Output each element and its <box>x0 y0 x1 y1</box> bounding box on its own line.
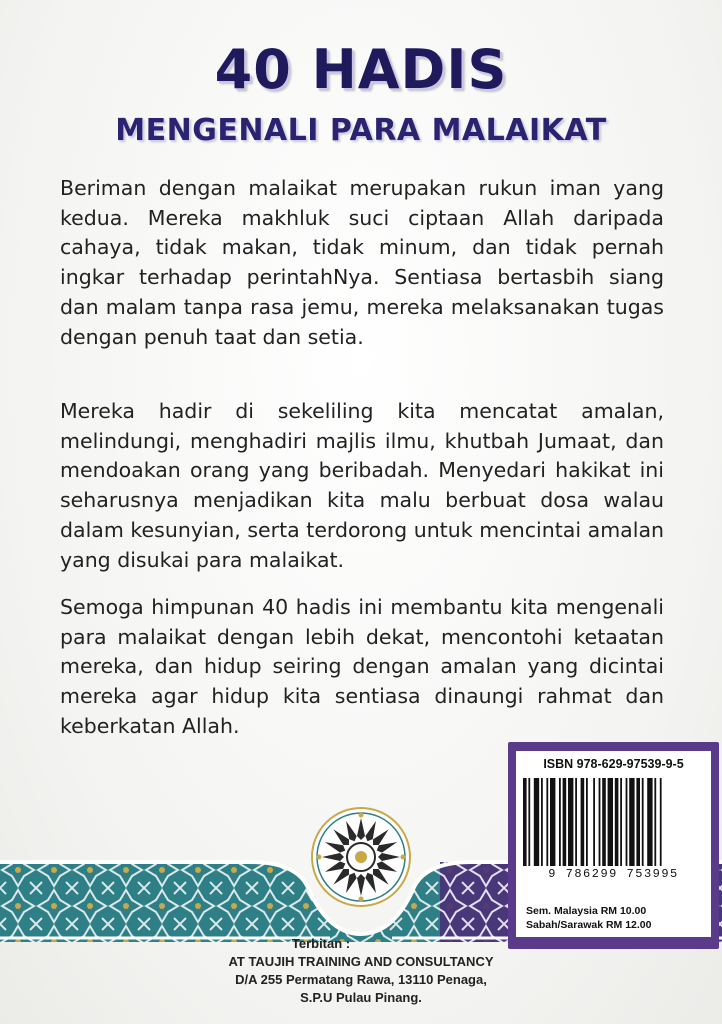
publisher-address-line-2: S.P.U Pulau Pinang. <box>300 990 422 1005</box>
price-east-malaysia: Sabah/Sarawak RM 12.00 <box>526 919 652 931</box>
isbn-number: ISBN 978-629-97539-9-5 <box>543 757 684 771</box>
publisher-address-line-1: D/A 255 Permatang Rawa, 13110 Penaga, <box>235 972 487 987</box>
publisher-label: Terbitan : <box>291 936 351 951</box>
synopsis-paragraph-3: Semoga himpunan 40 hadis ini membantu kita mengenali para malaikat dengan lebih dekat, mencontohi ketaatan mereka, dan hidup seiring dengan amalan yang dicintai mereka agar hidup kita sentiasa dinaungi rahmat dan keberkatan Allah. <box>60 595 664 738</box>
book-title: 40 HADIS <box>214 38 508 101</box>
barcode-bars <box>523 778 704 866</box>
barcode-digits: 9 786299 753995 <box>548 867 679 881</box>
book-subtitle: MENGENALI PARA MALAIKAT <box>115 113 607 148</box>
publisher-name: AT TAUJIH TRAINING AND CONSULTANCY <box>228 954 494 969</box>
synopsis-paragraph-2: Mereka hadir di sekeliling kita mencatat amalan, melindungi, menghadiri majlis ilmu, khutbah Jumaat, dan mendoakan orang yang beribadah. Menyedari hakikat ini seharusnya menjadikan kita malu berbuat dosa walau dalam kesunyian, serta terdorong untuk mencintai amalan yang disukai para malaikat. <box>60 399 664 572</box>
barcode-label <box>516 751 711 937</box>
synopsis-paragraph-1: Beriman dengan malaikat merupakan rukun iman yang kedua. Mereka makhluk suci ciptaan Allah daripada cahaya, tidak makan, tidak minum, dan tidak pernah ingkar terhadap perintahNya. Sentiasa bertasbih siang dan malam tanpa rasa jemu, mereka melaksanakan tugas dengan penuh taat dan setia. <box>60 176 664 349</box>
islamic-star-medallion-icon <box>310 806 412 908</box>
isbn-barcode-panel <box>508 742 719 949</box>
price-west-malaysia: Sem. Malaysia RM 10.00 <box>526 905 647 917</box>
